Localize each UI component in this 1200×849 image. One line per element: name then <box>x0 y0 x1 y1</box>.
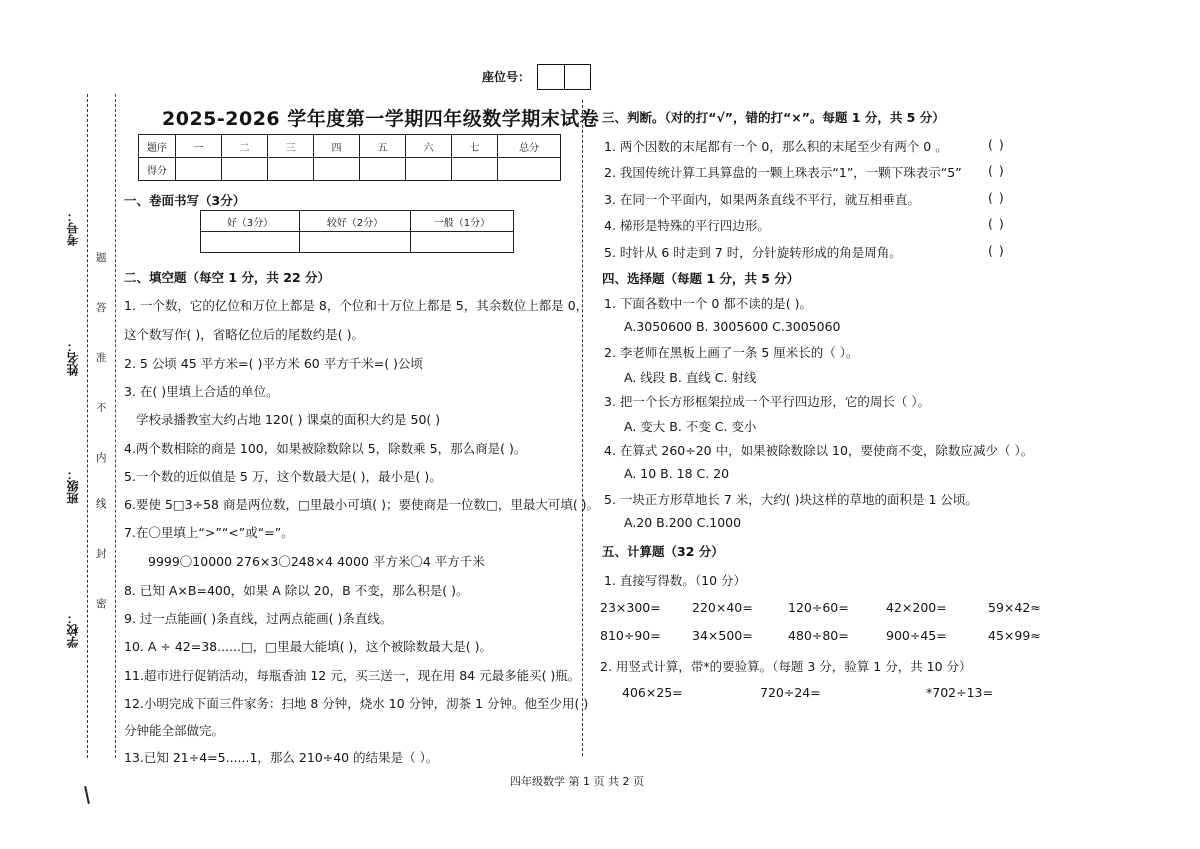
question-line: 5.一个数的近似值是 5 万，这个数最大是( )，最小是( )。 <box>124 469 442 484</box>
judge-answer-blank[interactable]: ( ) <box>988 163 1005 178</box>
handwriting-table <box>200 210 514 253</box>
score-header-cell: 四 <box>314 135 360 158</box>
binding-line-outer <box>87 94 88 758</box>
oral-calc-item: 900÷45= <box>886 628 947 643</box>
question-line: 12.小明完成下面三件家务：扫地 8 分钟，烧水 10 分钟，沏茶 1 分钟。他至少用( ) <box>124 696 589 711</box>
class-label: 班级： <box>66 468 80 504</box>
choice-question: 2. 李老师在黑板上画了一条 5 厘米长的（ ）。 <box>604 345 859 360</box>
choice-options: A.20 B.200 C.1000 <box>624 515 742 530</box>
score-cell[interactable] <box>176 158 222 181</box>
score-header-cell: 三 <box>268 135 314 158</box>
judge-item: 5. 时针从 6 时走到 7 时，分针旋转形成的角是周角。 <box>604 245 902 260</box>
oral-calc-item: 45×99≈ <box>988 628 1041 643</box>
oral-calc-item: 34×500= <box>692 628 753 643</box>
score-header-cell: 六 <box>406 135 452 158</box>
score-header-cell: 总分 <box>498 135 561 158</box>
judge-item: 2. 我国传统计算工具算盘的一颗上珠表示“1”，一颗下珠表示“5” <box>604 165 962 180</box>
vertical-calc-item: *702÷13= <box>926 685 993 700</box>
question-line: 2. 5 公顷 45 平方米=( )平方米 60 平方千米=( )公顷 <box>124 356 423 371</box>
binding-line-inner <box>115 94 116 758</box>
seat-number-boxes[interactable] <box>537 64 591 90</box>
oral-calc-item: 23×300= <box>600 600 661 615</box>
oral-calc-item: 480÷80= <box>788 628 849 643</box>
binding-char: 线 <box>96 498 107 510</box>
section-calc-title: 五、计算题（32 分） <box>602 544 724 559</box>
seat-number-label: 座位号： <box>482 70 531 84</box>
stray-pen-mark <box>84 786 90 804</box>
question-line: 分钟能全部做完。 <box>124 723 225 738</box>
question-line: 9. 过一点能画( )条直线，过两点能画( )条直线。 <box>124 611 393 626</box>
binding-char: 不 <box>96 402 107 414</box>
question-line: 这个数写作( )，省略亿位后的尾数约是( )。 <box>124 327 364 342</box>
score-header-cell: 五 <box>360 135 406 158</box>
score-cell[interactable] <box>222 158 268 181</box>
oral-calc-item: 120÷60= <box>788 600 849 615</box>
binding-char: 密 <box>96 598 107 610</box>
judge-answer-blank[interactable]: ( ) <box>988 190 1005 205</box>
binding-char: 内 <box>96 452 107 464</box>
binding-char: 题 <box>96 252 107 264</box>
handwriting-cell[interactable] <box>411 232 514 253</box>
choice-question: 4. 在算式 260÷20 中，如果被除数除以 10，要使商不变，除数应减少（ ）。 <box>604 443 1034 458</box>
question-line: 7.在〇里填上“>”“<”或“=”。 <box>124 525 294 540</box>
handwriting-header: 好（3分） <box>201 211 300 232</box>
binding-char: 准 <box>96 352 107 364</box>
binding-char: 封 <box>96 548 107 560</box>
judge-item: 1. 两个因数的末尾都有一个 0，那么积的末尾至少有两个 0 。 <box>604 139 948 154</box>
score-header-cell: 二 <box>222 135 268 158</box>
choice-options: A. 10 B. 18 C. 20 <box>624 466 730 481</box>
score-header-cell: 七 <box>452 135 498 158</box>
exam-no-label: 考号： <box>66 210 80 246</box>
score-cell[interactable] <box>452 158 498 181</box>
question-line: 11.超市进行促销活动，每瓶香油 12 元，买三送一，现在用 84 元最多能买( )瓶。 <box>124 668 581 683</box>
handwriting-cell[interactable] <box>300 232 411 253</box>
handwriting-cell[interactable] <box>201 232 300 253</box>
judge-answer-blank[interactable]: ( ) <box>988 216 1005 231</box>
section-fill-blank-title: 二、填空题（每空 1 分，共 22 分） <box>124 270 331 285</box>
score-cell[interactable] <box>406 158 452 181</box>
judge-item: 3. 在同一个平面内，如果两条直线不平行，就互相垂直。 <box>604 192 920 207</box>
handwriting-header: 较好（2分） <box>300 211 411 232</box>
judge-item: 4. 梯形是特殊的平行四边形。 <box>604 218 770 233</box>
score-cell[interactable] <box>498 158 561 181</box>
question-line: 13.已知 21÷4=5......1，那么 210÷40 的结果是（ ）。 <box>124 750 439 765</box>
column-divider <box>582 100 583 756</box>
school-label: 学校： <box>66 612 80 648</box>
choice-options: A. 线段 B. 直线 C. 射线 <box>624 370 757 385</box>
choice-options: A.3050600 B. 3005600 C.3005060 <box>624 319 841 334</box>
section-choice-title: 四、选择题（每题 1 分，共 5 分） <box>602 271 800 286</box>
oral-calc-item: 59×42≈ <box>988 600 1041 615</box>
score-header-cell: 题序 <box>139 135 176 158</box>
oral-calc-item: 220×40= <box>692 600 753 615</box>
oral-calc-item: 810÷90= <box>600 628 661 643</box>
choice-question: 1. 下面各数中一个 0 都不读的是( )。 <box>604 296 813 311</box>
exam-title: 2025-2026 学年度第一学期四年级数学期末试卷 <box>162 108 600 130</box>
judge-answer-blank[interactable]: ( ) <box>988 137 1005 152</box>
score-cell[interactable] <box>360 158 406 181</box>
score-row-label: 得分 <box>139 158 176 181</box>
page-footer: 四年级数学 第 1 页 共 2 页 <box>510 775 644 788</box>
score-cell[interactable] <box>268 158 314 181</box>
section-judge-title: 三、判断。（对的打“√”，错的打“×”。每题 1 分，共 5 分） <box>602 110 945 125</box>
choice-question: 5. 一块正方形草地长 7 米，大约( )块这样的草地的面积是 1 公顷。 <box>604 492 978 507</box>
judge-answer-blank[interactable]: ( ) <box>988 243 1005 258</box>
section-handwriting-title: 一、卷面书写（3分） <box>124 193 246 208</box>
score-header-cell: 一 <box>176 135 222 158</box>
question-line: 1. 一个数，它的亿位和万位上都是 8，个位和十万位上都是 5，其余数位上都是 0， <box>124 298 589 313</box>
question-line: 4.两个数相除的商是 100，如果被除数除以 5，除数乘 5，那么商是( )。 <box>124 441 527 456</box>
choice-options: A. 变大 B. 不变 C. 变小 <box>624 419 757 434</box>
question-line: 8. 已知 A×B=400，如果 A 除以 20，B 不变，那么积是( )。 <box>124 583 469 598</box>
choice-question: 3. 把一个长方形框架拉成一个平行四边形，它的周长（ ）。 <box>604 394 931 409</box>
question-line: 学校录播教室大约占地 120( ) 课桌的面积大约是 50( ) <box>136 412 441 427</box>
calc-sub-title: 1. 直接写得数。（10 分） <box>604 573 747 588</box>
question-line: 3. 在( )里填上合适的单位。 <box>124 384 279 399</box>
score-cell[interactable] <box>314 158 360 181</box>
name-label: 姓名： <box>66 340 80 376</box>
calc-sub-title: 2. 用竖式计算，带*的要验算。（每题 3 分，验算 1 分，共 10 分） <box>600 659 972 674</box>
handwriting-header: 一般（1分） <box>411 211 514 232</box>
binding-char: 答 <box>96 302 107 314</box>
question-line: 9999〇10000 276×3〇248×4 4000 平方米〇4 平方千米 <box>148 554 485 569</box>
score-table <box>138 134 561 181</box>
question-line: 10. A ÷ 42=38......□，□里最大能填( )，这个被除数最大是( )。 <box>124 639 493 654</box>
oral-calc-item: 42×200= <box>886 600 947 615</box>
vertical-calc-item: 720÷24= <box>760 685 821 700</box>
vertical-calc-item: 406×25= <box>622 685 683 700</box>
question-line: 6.要使 5□3÷58 商是两位数，□里最小可填( )；要使商是一位数□，里最大可填( )。 <box>124 497 600 512</box>
